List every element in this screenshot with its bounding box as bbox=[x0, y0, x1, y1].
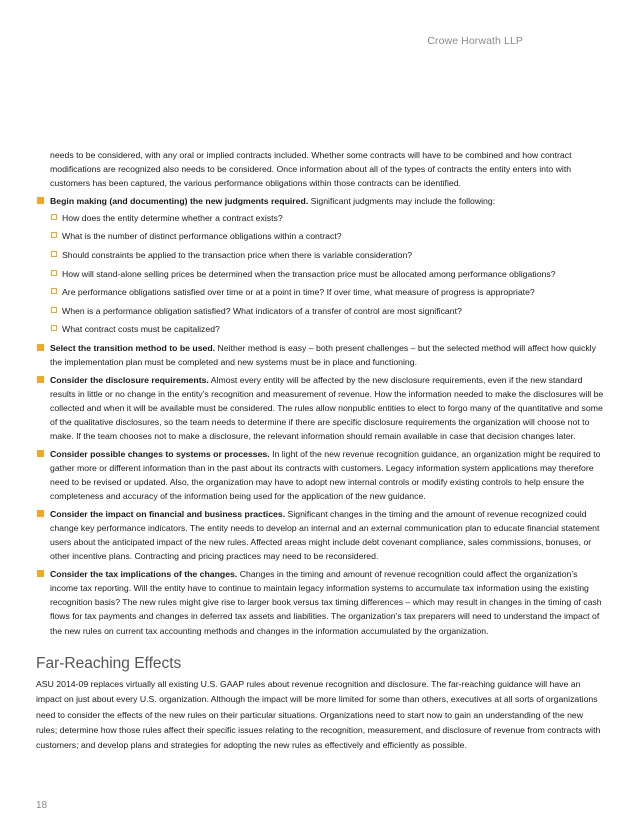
bullet-title: Select the transition method to be used. bbox=[50, 342, 216, 353]
header-firm-name: Crowe Horwath LLP bbox=[427, 35, 523, 47]
orange-square-bullet-icon bbox=[37, 510, 44, 517]
page-number: 18 bbox=[36, 800, 48, 811]
sub-bullet-list bbox=[50, 211, 606, 337]
hollow-square-bullet-icon bbox=[51, 270, 57, 276]
bullet-title: Consider possible changes to systems or processes. bbox=[50, 448, 270, 459]
bullet-title: Consider the tax implications of the changes. bbox=[50, 568, 238, 579]
sub-bullet-text: How will stand-alone selling prices be determined when the transaction price must be allocated among performance obligations? bbox=[62, 268, 556, 279]
hollow-square-bullet-icon bbox=[51, 325, 57, 331]
bullet-text: In light of the new revenue recognition guidance, an organization might be required to gather more or different information than in the past about its contracts with customers. Legacy information system applications may therefore need to be revised or updated. Also, the organization may have to adopt new internal controls or modify existing controls to help ensure the completeness and accuracy of the information being used for the application of the new guidance. bbox=[50, 448, 601, 502]
sub-bullet-text: Should constraints be applied to the transaction price when there is variable consideration? bbox=[62, 250, 413, 260]
sub-bullet-item bbox=[50, 304, 606, 318]
orange-square-bullet-icon bbox=[37, 570, 44, 577]
orange-square-bullet-icon bbox=[37, 197, 44, 204]
sub-bullet-item bbox=[50, 267, 606, 281]
bullet-list bbox=[36, 194, 606, 638]
sub-bullet-text: Are performance obligations satisfied over time or at a point in time? If over time, what measure of progress is appropriate? bbox=[62, 287, 535, 298]
bullet-text: Almost every entity will be affected by the new disclosure requirements, even if the new standard results in little or no change in the entity’s recognition and measurement of revenue. How the information needed to make the disclosures will be collected and when it will be available must be considered. The rules allow nonpublic entities to elect to forgo many of the quantitative and some of the qualitative disclosures, so the team needs to determine if there are specific disclosure requirements the organization will choose not to make. If the team chooses not to make a disclosure, the relevant information should remain available in case that decision changes later. bbox=[50, 374, 604, 442]
orange-square-bullet-icon bbox=[37, 450, 44, 457]
bullet-title: Begin making (and documenting) the new judgments required. bbox=[50, 195, 309, 206]
bullet-text: Significant changes in the timing and the amount of revenue recognized could change key performance indicators. The entity needs to develop an internal and an external communication plan to educate financial statement users about the anticipated impact of the new rules. Affected areas might include debt covenant compliance, sales commissions, bonuses, or other incentive plans. Contracting and pricing practices may need to be reconsidered. bbox=[50, 508, 600, 562]
hollow-square-bullet-icon bbox=[51, 251, 57, 257]
sub-bullet-item bbox=[50, 211, 606, 225]
bullet-item bbox=[36, 507, 606, 564]
sub-bullet-item bbox=[50, 248, 606, 262]
bullet-text: Neither method is easy – both present challenges – but the selected method will affect how quickly the implementation plan must be completed and new systems must be in place and functioning. bbox=[50, 342, 596, 368]
section-heading: Far-Reaching Effects bbox=[36, 655, 182, 672]
section-body-paragraph: ASU 2014-09 replaces virtually all existing U.S. GAAP rules about revenue recognition and disclosure. The far-reaching guidance will have an impact on just about every U.S. organization. Although the impact will be more limited for some than others, executives at all sorts of organizations need to consider the effects of the new rules on their particular situations. Organizations need to start now to gain an understanding of the new rules; determine how those rules affect their specific issues relating to the recognition, measurement, and disclosure of revenue from contracts with customers; and develop plans and strategies for adopting the new rules as effectively and efficiently as possible. bbox=[36, 679, 601, 751]
orange-square-bullet-icon bbox=[37, 376, 44, 383]
page-content bbox=[36, 148, 606, 641]
bullet-item bbox=[36, 447, 606, 504]
bullet-item bbox=[36, 194, 606, 337]
bullet-item bbox=[36, 567, 606, 638]
bullet-item bbox=[36, 341, 606, 369]
hollow-square-bullet-icon bbox=[51, 232, 57, 238]
sub-bullet-text: When is a performance obligation satisfied? What indicators of a transfer of control are most significant? bbox=[62, 305, 462, 316]
sub-bullet-text: What contract costs must be capitalized? bbox=[62, 324, 220, 335]
bullet-text: Changes in the timing and amount of revenue recognition could affect the organization’s income tax reporting. Will the entity have to continue to maintain legacy information systems to accumulate tax information using the existing recognition basis? The new rules might give rise to larger book versus tax timing differences – which may result in changes in the timing of cash flows for tax payments and changes in deferred tax assets and liabilities. The organization’s tax preparers will need to understand the impact of the new rules on current tax accounting methods and changes in the information accumulated by the organization. bbox=[50, 568, 602, 636]
hollow-square-bullet-icon bbox=[51, 214, 57, 220]
bullet-title: Consider the impact on financial and business practices. bbox=[50, 508, 286, 519]
hollow-square-bullet-icon bbox=[51, 307, 57, 313]
sub-bullet-text: How does the entity determine whether a contract exists? bbox=[62, 212, 283, 223]
bullet-text: Significant judgments may include the following: bbox=[308, 195, 496, 206]
sub-bullet-item bbox=[50, 229, 606, 243]
bullet-title: Consider the disclosure requirements. bbox=[50, 374, 209, 385]
intro-continuation-paragraph: needs to be considered, with any oral or implied contracts included. Whether some contracts will have to be combined and how contract modifications are recognized also needs to be considered. Once information about all of the types of contracts the entity enters into with customers has been captured, the various performance obligations within those contracts can be identified. bbox=[50, 150, 572, 189]
orange-square-bullet-icon bbox=[37, 344, 44, 351]
sub-bullet-item bbox=[50, 322, 606, 336]
hollow-square-bullet-icon bbox=[51, 288, 57, 294]
bullet-item bbox=[36, 373, 606, 444]
sub-bullet-item bbox=[50, 285, 606, 299]
sub-bullet-text: What is the number of distinct performance obligations within a contract? bbox=[62, 231, 342, 242]
